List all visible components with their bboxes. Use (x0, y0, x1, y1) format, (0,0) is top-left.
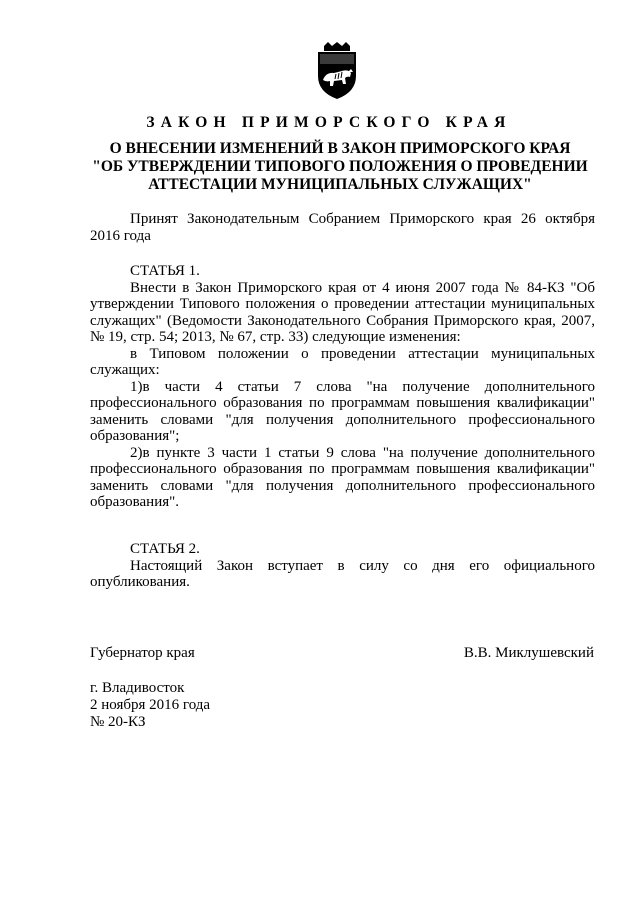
list-item-line: заменить словами "для получения дополнительного профессионального (90, 477, 595, 494)
coat-of-arms-tiger-icon (312, 42, 362, 100)
article-1 (90, 263, 595, 511)
article-text-line: опубликования. (90, 574, 190, 590)
title-line: О ВНЕСЕНИИ ИЗМЕНЕНИЙ В ЗАКОН ПРИМОРСКОГО КРАЯ (109, 140, 571, 157)
adoption-line: 2016 года (90, 227, 151, 244)
adoption-line: Принят Законодательным Собранием Приморского края 26 октября (130, 211, 595, 227)
footer-number: № 20-КЗ (90, 714, 146, 730)
article-text-line: служащих: (90, 362, 160, 378)
footer-city: г. Владивосток (90, 680, 185, 696)
list-item-line: профессионального образования по программам повышения квалификации" (90, 395, 595, 411)
list-item-line: образования"; (90, 428, 180, 444)
title-line: АТТЕСТАЦИИ МУНИЦИПАЛЬНЫХ СЛУЖАЩИХ" (148, 176, 532, 193)
article-heading: СТАТЬЯ 2. (130, 541, 200, 557)
article-heading: СТАТЬЯ 1. (130, 263, 200, 279)
title-line: "ОБ УТВЕРЖДЕНИИ ТИПОВОГО ПОЛОЖЕНИЯ О ПРОВЕДЕНИИ (92, 158, 588, 175)
footer-date: 2 ноября 2016 года (90, 697, 211, 713)
list-item-line: 1)в части 4 статьи 7 слова "на получение дополнительного (130, 378, 595, 395)
article-text-line: Настоящий Закон вступает в силу со дня его официального (130, 557, 595, 574)
list-item-line: образования". (90, 494, 179, 510)
signatory-name: В.В. Миклушевский (463, 645, 594, 661)
article-text-line: утверждении Типового положения о проведении аттестации муниципальных (90, 296, 595, 312)
list-item-line: 2)в пункте 3 части 1 статьи 9 слова "на получение дополнительного (130, 444, 595, 461)
signatory-position: Губернатор края (90, 645, 195, 661)
law-title (60, 140, 620, 194)
law-header: ЗАКОН ПРИМОРСКОГО КРАЯ (146, 114, 512, 131)
list-item-line: профессионального образования по программам повышения квалификации" (90, 461, 595, 477)
list-item-line: заменить словами "для получения дополнительного профессионального (90, 411, 595, 428)
article-text-line: в Типовом положении о проведении аттестации муниципальных (130, 345, 595, 362)
adoption-note (90, 211, 595, 244)
article-text-line: Внести в Закон Приморского края от 4 июня 2007 года № 84-КЗ "Об (130, 279, 595, 296)
document-footer (90, 680, 210, 731)
article-2 (90, 541, 595, 591)
article-text-line: № 19, стр. 54; 2013, № 67, стр. 33) следующие изменения: (90, 329, 461, 345)
article-text-line: служащих" (Ведомости Законодательного Собрания Приморского края, 2007, (90, 312, 595, 329)
